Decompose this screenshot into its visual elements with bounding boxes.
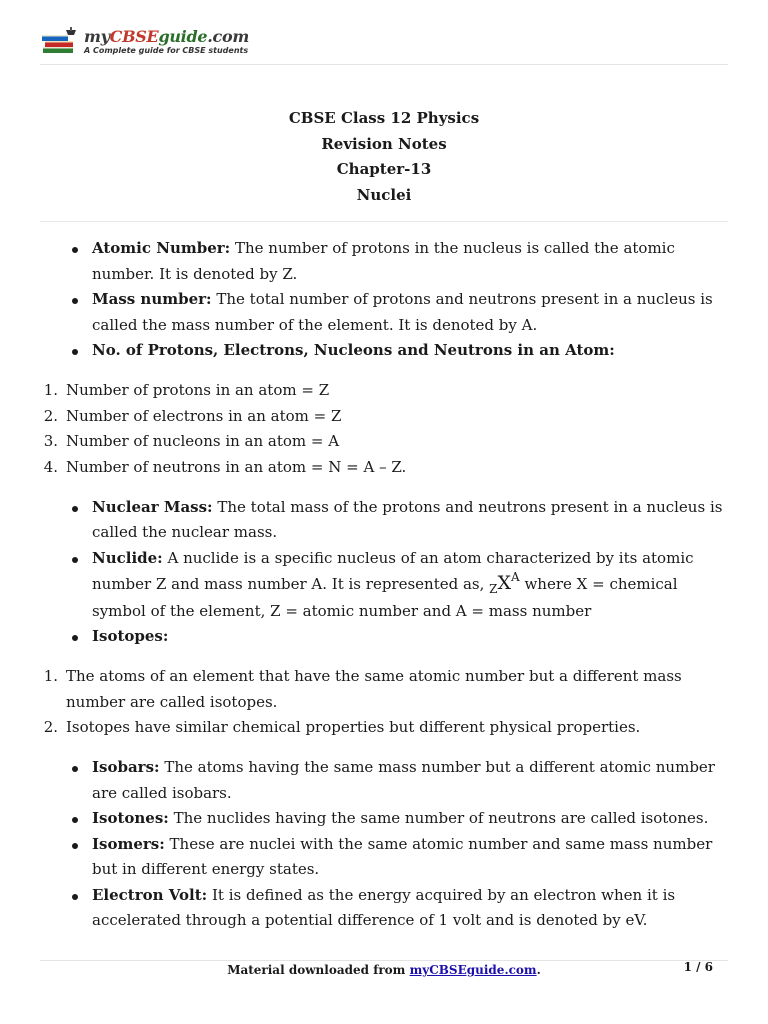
document-body (40, 236, 730, 934)
document-title (0, 106, 768, 208)
title-line-4: Nuclei (356, 185, 412, 204)
logo-name (84, 29, 249, 45)
list-item-nuclide (40, 546, 730, 625)
list-number: 2. (43, 718, 58, 736)
spacer (40, 480, 730, 495)
list-number: 2. (43, 406, 58, 425)
list-item-nuclear-mass (40, 495, 730, 546)
term-label: Mass number: (92, 290, 212, 308)
footer-site-link[interactable]: myCBSEguide.com (409, 963, 537, 977)
title-line-1: CBSE Class 12 Physics (288, 109, 480, 127)
list-item-isotopes (40, 624, 730, 650)
logo-name-guide: guide (158, 27, 208, 46)
term-label: Atomic Number: (92, 239, 231, 257)
list-item-atomic-number (40, 236, 730, 287)
term-label: Isotones: (92, 809, 169, 827)
spacer (40, 364, 730, 379)
term-text: The total mass of the protons and neutrons present in a nucleus is called the nuclear mass. (92, 497, 723, 541)
spacer (40, 741, 730, 756)
list-text: Number of nucleons in an atom = A (66, 432, 340, 450)
list-text: Number of electrons in an atom = Z (66, 406, 342, 425)
list-number: 1. (43, 381, 58, 399)
numbered-list-isotopes (40, 664, 730, 741)
footer-suffix: . (536, 963, 541, 977)
page-number: 1 / 6 (683, 960, 713, 974)
logo-name-prefix: my (84, 27, 110, 46)
term-text: A nuclide is a specific nucleus of an atom characterized by its atomic number Z and mass number A. It is represented as, (92, 548, 694, 593)
list-text: The atoms of an element that have the same atomic number but a different mass number are called isotopes. (66, 667, 682, 711)
term-text-continued: where X = chemical symbol of the element, Z = atomic number and A = mass number (92, 575, 678, 620)
title-divider (40, 221, 728, 222)
list-item (40, 664, 730, 715)
bullet-list-definitions-1 (40, 236, 730, 364)
term-text: The number of protons in the nucleus is called the atomic number. It is denoted by Z. (92, 239, 675, 283)
spacer (40, 650, 730, 665)
term-label: No. of Protons, Electrons, Nucleons and Neutrons in an Atom: (92, 341, 615, 359)
numbered-list-particles (40, 378, 730, 480)
page-footer (0, 963, 768, 977)
list-item (40, 404, 730, 430)
term-label: Isotopes: (92, 627, 169, 645)
list-item (40, 455, 730, 481)
list-item (40, 429, 730, 455)
nuclide-symbol-subscript: Z (489, 582, 498, 596)
list-number: 3. (43, 432, 58, 450)
title-line-2: Revision Notes (321, 134, 447, 153)
list-number: 1. (43, 667, 58, 685)
list-item-isomers (40, 832, 730, 883)
term-label: Nuclear Mass: (92, 497, 213, 516)
list-item-isotones (40, 806, 730, 832)
nuclide-symbol (489, 570, 520, 596)
list-number: 4. (43, 457, 58, 476)
list-item-electron-volt (40, 883, 730, 934)
term-label: Isomers: (92, 834, 165, 853)
logo-name-suffix: .com (207, 27, 249, 46)
list-text: Number of neutrons in an atom = N = A – Z. (66, 457, 407, 476)
nuclide-symbol-superscript: A (511, 570, 520, 584)
list-text: Number of protons in an atom = Z (66, 381, 330, 399)
term-label: Electron Volt: (92, 885, 208, 904)
bullet-list-definitions-3 (40, 755, 730, 934)
term-label: Isobars: (92, 758, 160, 776)
list-item-particles-heading (40, 338, 730, 364)
list-item (40, 378, 730, 404)
logo-name-cbse: CBSE (109, 27, 159, 46)
term-label: Nuclide: (92, 548, 163, 567)
bullet-list-definitions-2 (40, 495, 730, 650)
nuclide-symbol-main: X (497, 572, 512, 594)
footer-prefix: Material downloaded from (227, 963, 410, 977)
logo-tagline: A Complete guide for CBSE students (84, 46, 249, 55)
list-item-mass-number (40, 287, 730, 338)
title-line-3: Chapter-13 (336, 160, 432, 178)
site-logo[interactable] (40, 24, 249, 60)
term-text: The total number of protons and neutrons present in a nucleus is called the mass number of the element. It is denoted by A. (92, 290, 713, 334)
term-text: These are nuclei with the same atomic number and same mass number but in different energy states. (92, 834, 713, 878)
list-text: Isotopes have similar chemical properties but different physical properties. (66, 718, 641, 736)
list-item (40, 715, 730, 741)
term-text: It is defined as the energy acquired by an electron when it is accelerated through a potential difference of 1 volt and is denoted by eV. (92, 885, 676, 929)
term-text: The nuclides having the same number of neutrons are called isotones. (168, 809, 709, 827)
term-text: The atoms having the same mass number but a different atomic number are called isobars. (92, 758, 715, 802)
footer-divider (40, 960, 728, 961)
list-item-isobars (40, 755, 730, 806)
page-header (40, 24, 728, 65)
books-logo-icon (40, 27, 80, 57)
